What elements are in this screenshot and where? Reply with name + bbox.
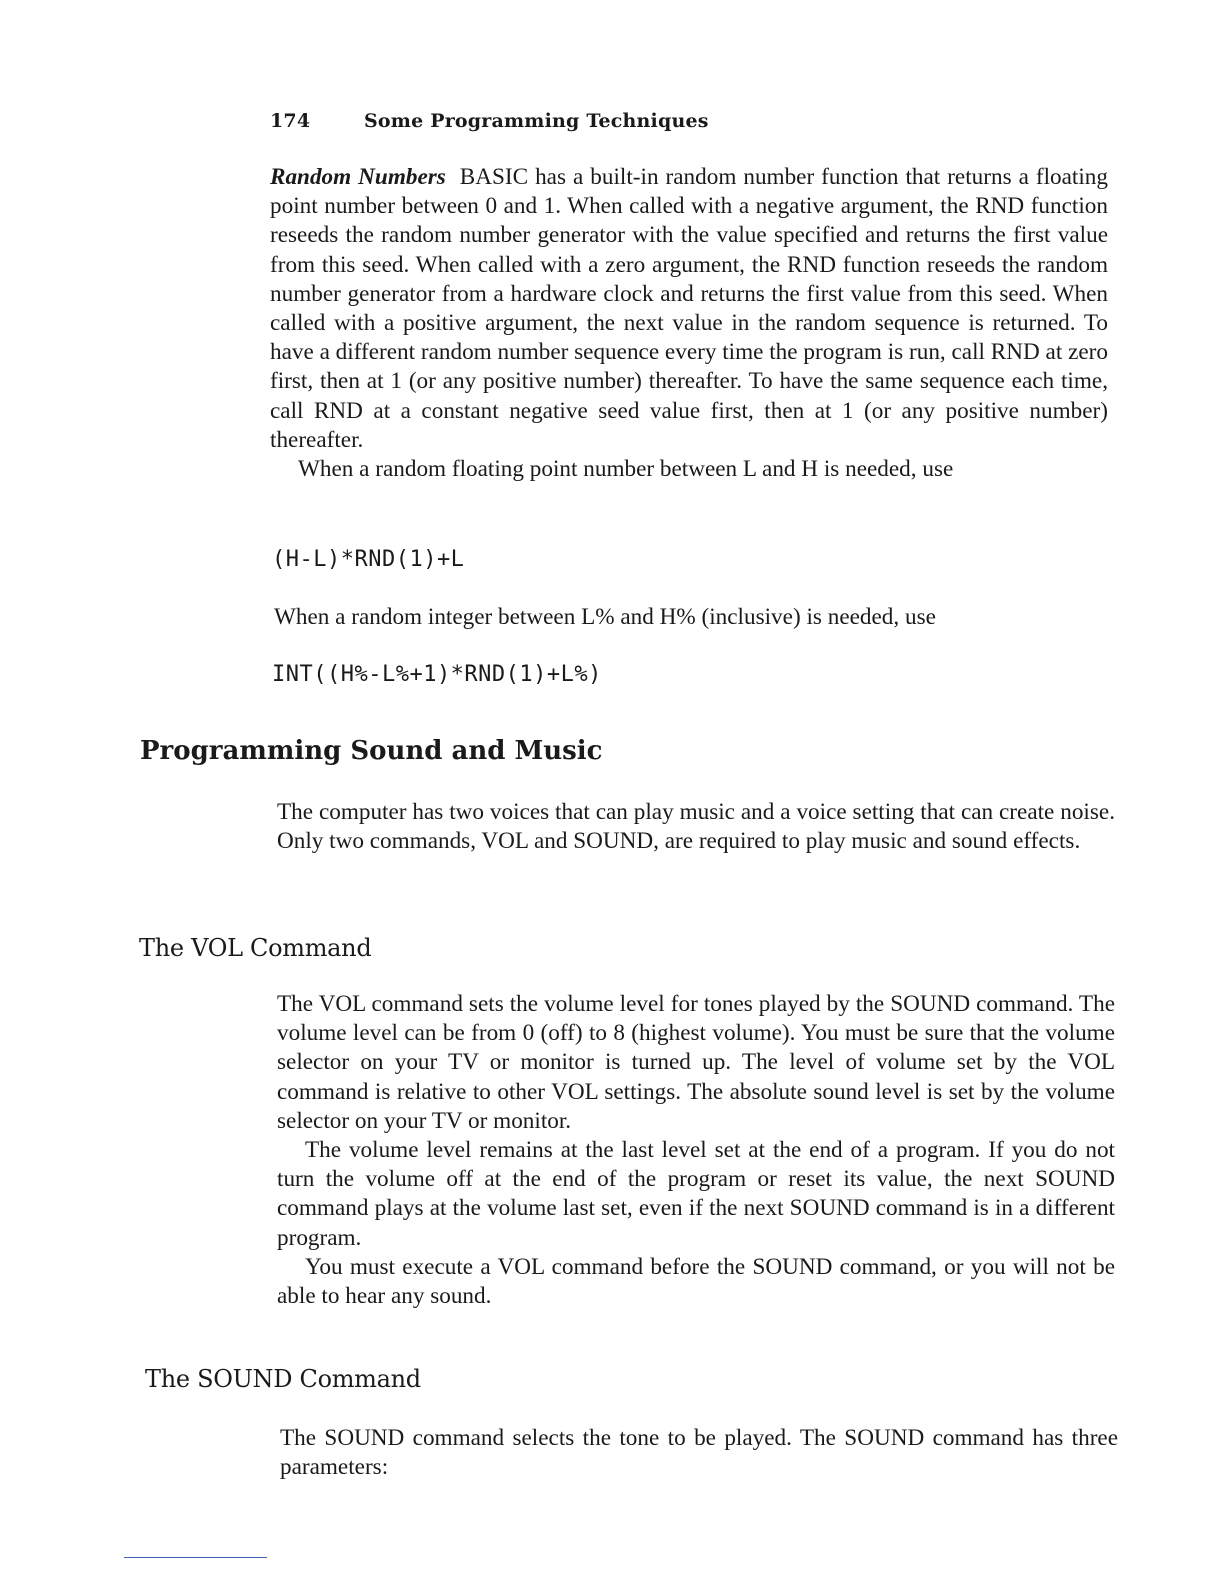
sound-command-text: The SOUND command selects the tone to be played. The SOUND command has three parameters: (280, 1425, 1118, 1481)
integer-range-paragraph (274, 603, 1112, 632)
vol-paragraph-1: The VOL command sets the volume level for tones played by the SOUND command. The volume level can be from 0 (off) to 8 (highest volume). You must be sure that the volume selector on your TV or monitor is turned up. The level of volume set by the VOL command is relative to other VOL settings. The absolute sound level is set by the volume selector on your TV or monitor. (277, 991, 1115, 1134)
code-integer-formula: INT((H%-L%+1)*RND(1)+L%) (272, 662, 602, 687)
sound-command-section (280, 1424, 1118, 1482)
sound-music-intro (277, 798, 1115, 856)
runin-heading: Random Numbers (270, 164, 446, 190)
integer-range-text: When a random integer between L% and H% (inclusive) is needed, use (274, 604, 936, 630)
page-number: 174 (270, 110, 311, 132)
running-title: Some Programming Techniques (364, 110, 709, 132)
subheading-vol-command: The VOL Command (139, 934, 372, 962)
subheading-sound-command: The SOUND Command (145, 1365, 421, 1393)
sound-music-text: The computer has two voices that can play music and a voice setting that can create noise. Only two commands, VOL and SOUND, are required to play music and sound effects. (277, 799, 1115, 855)
section-heading-sound-music: Programming Sound and Music (140, 736, 603, 766)
random-numbers-text: BASIC has a built-in random number function that returns a floating point number between 0 and 1. When called with a negative argument, the RND function reseeds the random number generator with the value specified and returns the first value from this seed. When called with a zero argument, the RND function reseeds the random number generator from a hardware clock and returns the first value from this seed. When called with a positive argument, the next value in the random sequence is returned. To have a different random number sequence every time the program is run, call RND at zero first, then at 1 (or any positive number) thereafter. To have the same sequence each time, call RND at a constant negative seed value first, then at 1 (or any positive number) thereafter. (270, 164, 1108, 453)
vol-paragraph-2: The volume level remains at the last level set at the end of a program. If you do not turn the volume off at the end of the program or reset its value, the next SOUND command plays at the volume last set, even if the next SOUND command is in a different program. (277, 1137, 1115, 1251)
random-numbers-paragraph (270, 163, 1108, 455)
code-float-formula: (H-L)*RND(1)+L (272, 547, 465, 572)
random-numbers-section (270, 163, 1108, 484)
running-header (270, 110, 709, 132)
float-range-paragraph: When a random floating point number between L and H is needed, use (298, 456, 954, 483)
vol-command-section (277, 990, 1115, 1311)
vol-paragraph-3: You must execute a VOL command before the SOUND command, or you will not be able to hear any sound. (277, 1253, 1115, 1310)
footnote-rule (124, 1557, 267, 1558)
